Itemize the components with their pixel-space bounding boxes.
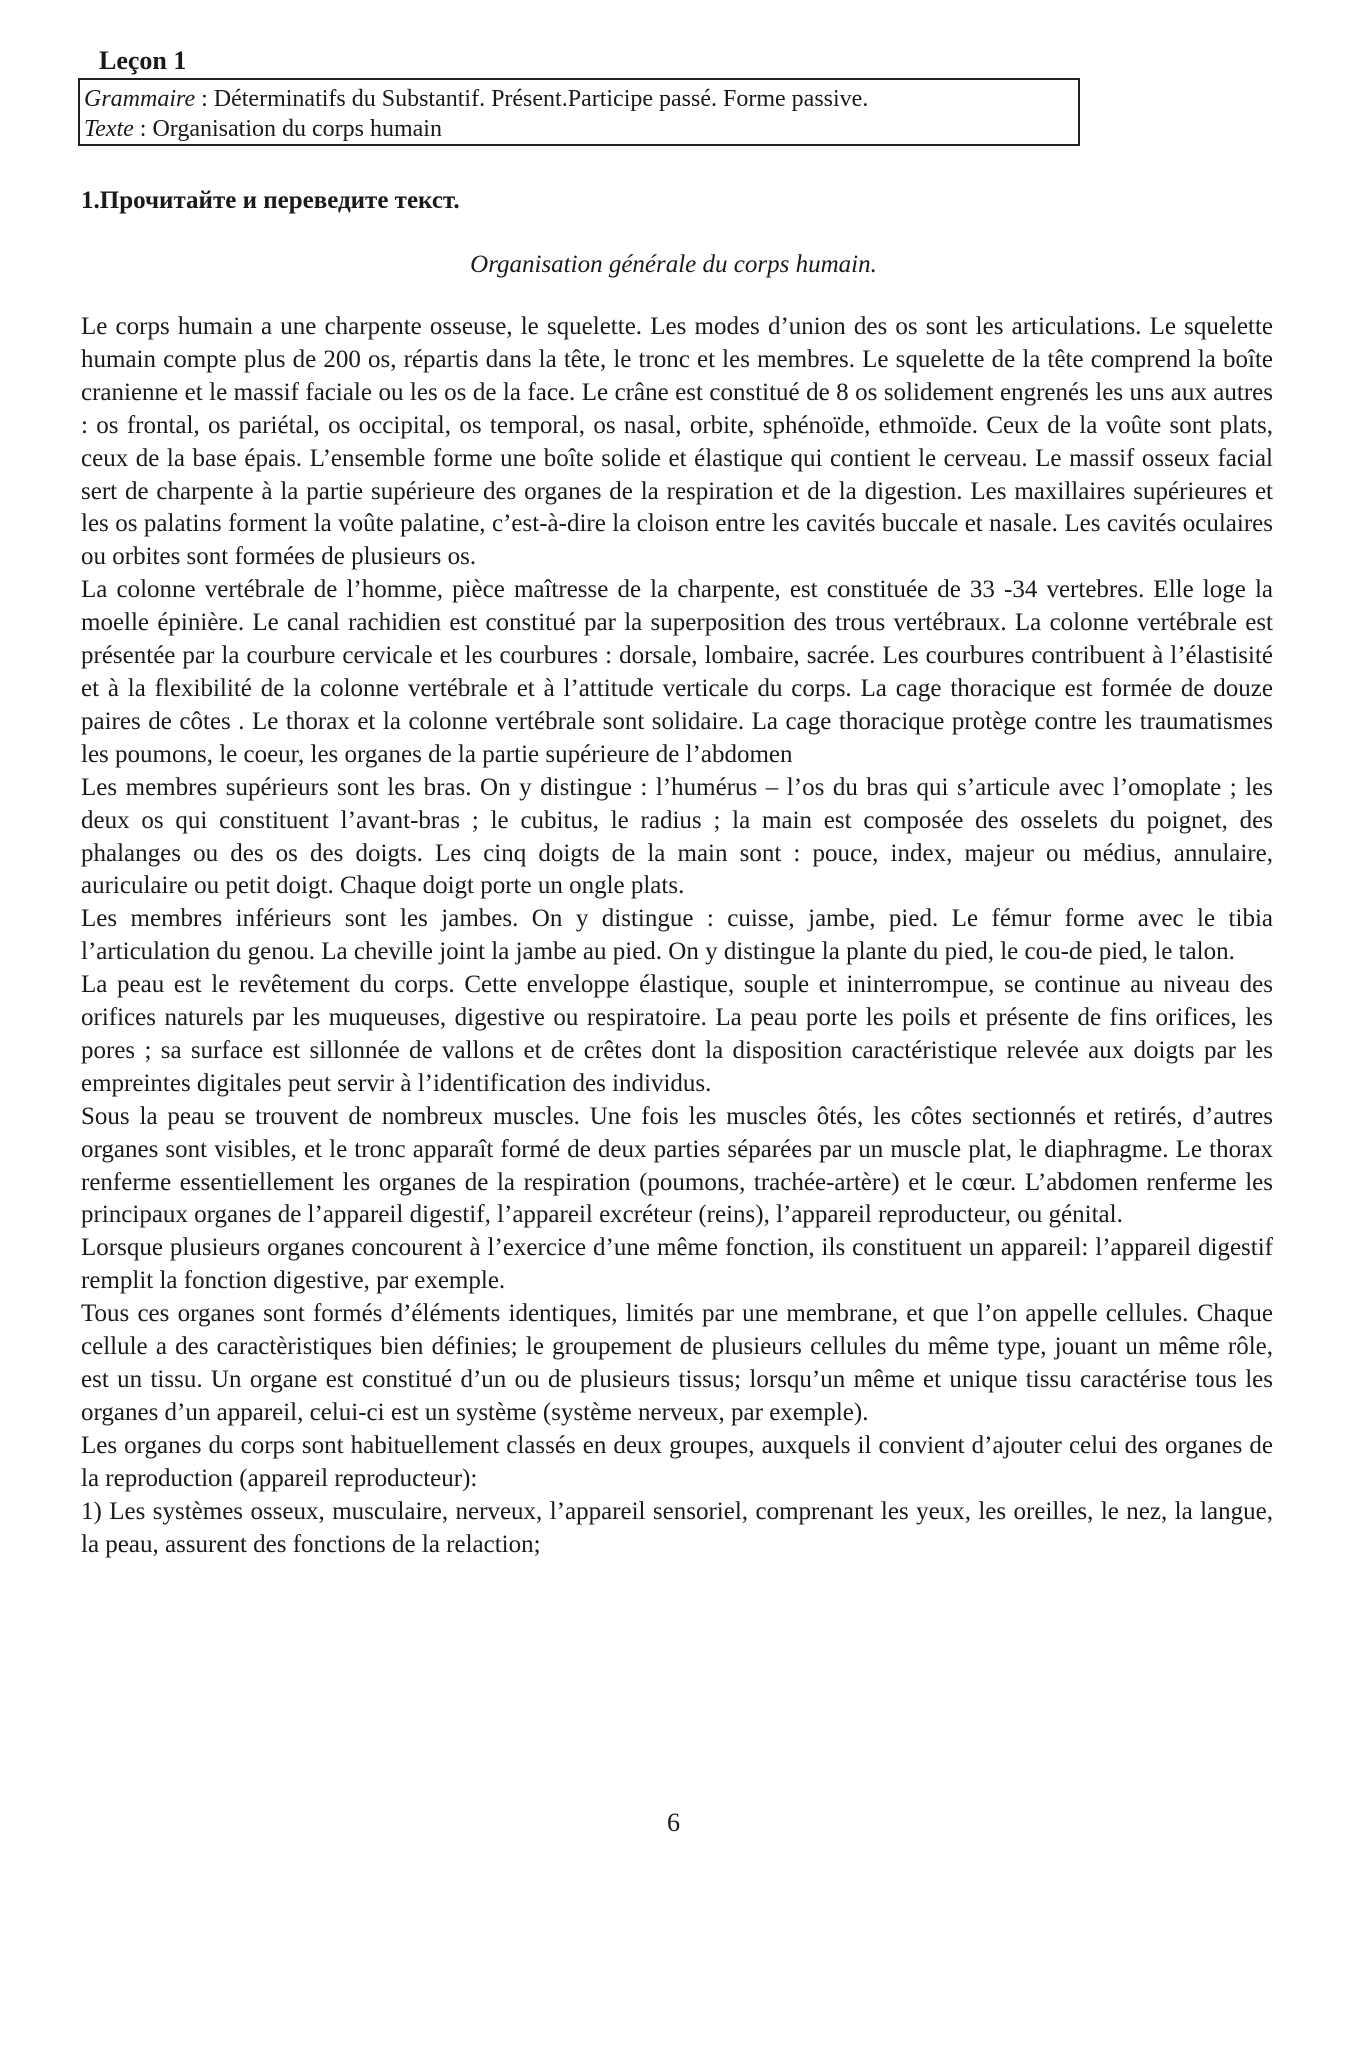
reading-text: [81, 311, 1273, 1561]
grammar-topics: : Déterminatifs du Substantif. Présent.Participe passé. Forme passive.: [195, 86, 869, 112]
paragraph: 1) Les systèmes osseux, musculaire, nerveux, l’appareil sensoriel, comprenant les yeux, les oreilles, le nez, la langue, la peau, assurent des fonctions de la relaction;: [81, 1497, 1273, 1558]
grammar-label: Grammaire: [84, 86, 196, 112]
paragraph: La peau est le revêtement du corps. Cette enveloppe élastique, souple et ininterrompue, se continue au niveau des orifices naturels par les muqueuses, digestive ou respiratoire. La peau porte les poils et présente de fins orifices, les pores ; sa surface est sillonnée de vallons et de crêtes dont la disposition caractéristique relevée aux doigts par les empreintes digitales peut servir à l’identification des individus.: [81, 971, 1273, 1097]
paragraph: Tous ces organes sont formés d’éléments identiques, limités par une membrane, et que l’on appelle cellules. Chaque cellule a des caractèristiques bien définies; le groupement de plusieurs cellules du même type, jouant un même rôle, est un tissu. Un organe est constitué d’un ou de plusieurs tissus; lorsqu’un même et unique tissu caractérise tous les organes d’un appareil, celui-ci est un système (système nerveux, par exemple).: [81, 1300, 1273, 1426]
text-topic: : Organisation du corps humain: [133, 116, 442, 142]
paragraph: Les membres supérieurs sont les bras. On y distingue : l’humérus – l’os du bras qui s’articule avec l’omoplate ; les deux os qui constituent l’avant-bras ; le cubitus, le radius ; la main est composée des osselets du poignet, des phalanges ou des os des doigts. Les cinq doigts de la main sont : pouce, index, majeur ou médius, annulaire, auriculaire ou petit doigt. Chaque doigt porte un ongle plats.: [81, 773, 1273, 900]
grammar-line: [84, 84, 1078, 114]
exercise-instruction: 1.Прочитайте и переведите текст.: [81, 187, 460, 214]
page-number: 6: [667, 1808, 680, 1837]
paragraph: Sous la peau se trouvent de nombreux muscles. Une fois les muscles ôtés, les côtes sectionnés et retirés, d’autres organes sont visibles, et le tronc apparaît formé de deux parties séparées par un muscle plat, le diaphragme. Le thorax renferme essentiellement les organes de la respiration (poumons, trachée-artère) et le cœur. L’abdomen renferme les principaux organes de l’appareil digestif, l’appareil excréteur (reins), l’appareil reproducteur, ou génital.: [81, 1102, 1273, 1229]
paragraph: Lorsque plusieurs organes concourent à l’exercice d’une même fonction, ils constituent un appareil: l’appareil digestif remplit la fonction digestive, par exemple.: [81, 1234, 1273, 1295]
paragraph: Le corps humain a une charpente osseuse, le squelette. Les modes d’union des os sont les articulations. Le squelette humain compte plus de 200 os, répartis dans la tête, le tronc et les membres. Le squelette de la tête comprend la boîte cranienne et le massif faciale ou les os de la face. Le crâne est constitué de 8 os solidement engrenés les uns aux autres : os frontal, os pariétal, os occipital, os temporal, os nasal, orbite, sphénoïde, ethmoïde. Ceux de la voûte sont plats, ceux de la base épais. L’ensemble forme une boîte solide et élastique qui contient le cerveau. Le massif osseux facial sert de charpente à la partie supérieure des organes de la respiration et de la digestion. Les maxillaires supérieures et les os palatins forment la voûte palatine, c’est-à-dire la cloison entre les cavités buccale et nasale. Les cavités oculaires ou orbites sont formées de plusieurs os.: [81, 313, 1273, 571]
paragraph: Les membres inférieurs sont les jambes. On y distingue : cuisse, jambe, pied. Le fémur forme avec le tibia l’articulation du genou. La cheville joint la jambe au pied. On y distingue la plante du pied, le cou-de pied, le talon.: [81, 905, 1273, 966]
text-label: Texte: [84, 116, 134, 142]
reading-title: Organisation générale du corps humain.: [470, 251, 877, 278]
paragraph: Les organes du corps sont habituellement classés en deux groupes, auxquels il convient d’ajouter celui des organes de la reproduction (appareil reproducteur):: [81, 1431, 1273, 1492]
lesson-summary-box: [78, 78, 1080, 146]
paragraph: La colonne vertébrale de l’homme, pièce maîtresse de la charpente, est constituée de 33 -34 vertebres. Elle loge la moelle épinière. Le canal rachidien est constitué par la superposition des trous vertébraux. La colonne vertébrale est présentée par la courbure cervicale et les courbures : dorsale, lombaire, sacrée. Les courbures contribuent à l’élastisité et à la flexibilité de la colonne vertébrale et à l’attitude verticale du corps. La cage thoracique est formée de douze paires de côtes . Le thorax et la colonne vertébrale sont solidaire. La cage thoracique protège contre les traumatismes les poumons, le coeur, les organes de la partie supérieure de l’abdomen: [81, 576, 1273, 768]
text-line: [84, 114, 1078, 144]
lesson-heading: Leçon 1: [99, 46, 187, 75]
